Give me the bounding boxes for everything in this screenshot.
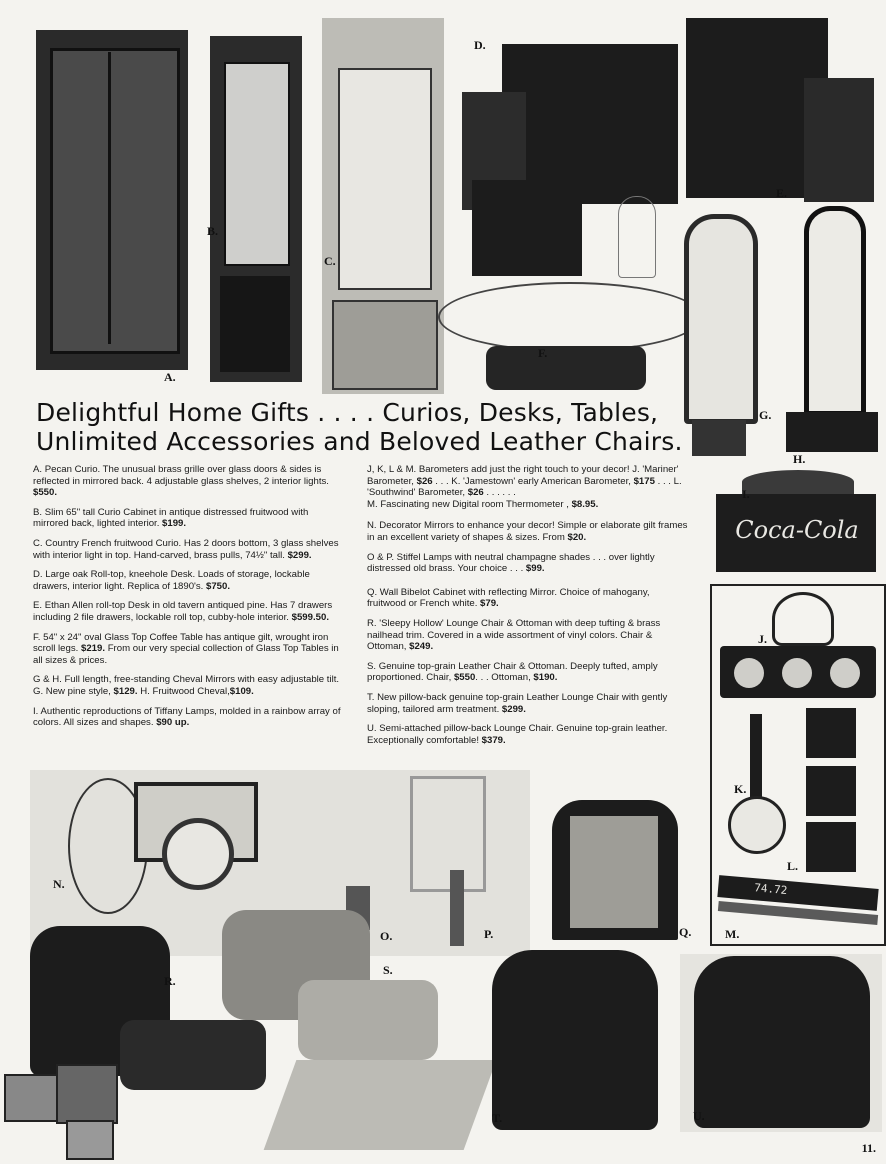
photo-curio-c — [322, 18, 444, 394]
label-p: P. — [484, 927, 494, 941]
item-f: F. 54" x 24" oval Glass Top Coffee Table has antique gilt, wrought iron scroll legs. $219. From our very special collection of Glass Top Tables in all sizes & prices. — [33, 631, 339, 666]
label-t: T. — [492, 1111, 503, 1125]
barometer-panel — [710, 584, 886, 946]
photo-coffee-table-f — [438, 196, 700, 406]
photo-gift-boxes — [4, 1064, 120, 1158]
label-o: O. — [380, 929, 393, 943]
item-c: C. Country French fruitwood Curio. Has 2 doors bottom, 3 glass shelves with interior light in top. Hand-carved, brass pulls, 74½" tall. $299. — [33, 537, 339, 561]
page-number: 11. — [861, 1141, 876, 1155]
label-j: J. — [758, 632, 767, 646]
item-barometers: J, K, L & M. Barometers add just the right touch to your decor! J. 'Mariner' Barometer, $26 . . . K. 'Jamestown' early American Barometer, $175 . . . L. 'Southwind' Barometer, $26 . . . . . . M. Fascinating new Digital room Thermometer , $8.95. — [367, 464, 682, 510]
photo-cheval-mirror-h — [782, 206, 882, 456]
label-n: N. — [53, 877, 65, 891]
photo-barometer-j — [720, 646, 876, 698]
coca-cola-sign: Coca-Cola — [735, 516, 859, 544]
item-t: T. New pillow-back genuine top-grain Leather Lounge Chair with gently sloping, tailored arm treatment. $299. — [367, 691, 668, 715]
label-e: E. — [776, 186, 788, 200]
item-n: N. Decorator Mirrors to enhance your decor! Simple or elaborate gilt frames in an excellent variety of shapes & sizes. From $20. — [367, 520, 688, 543]
item-s: S. Genuine top-grain Leather Chair & Ottoman. Deeply tufted, amply proportioned. Chair, $550. . . Ottoman, $190. — [367, 660, 658, 684]
label-i: I. — [742, 487, 750, 501]
item-a: A. Pecan Curio. The unusual brass grille over glass doors & sides is reflected in mirrored back. 4 adjustable glass shelves, 2 interior lights. $550. — [33, 464, 329, 499]
photo-leather-chair-s — [222, 880, 442, 1080]
label-s: S. — [383, 963, 393, 977]
photo-wall-cabinet-q — [548, 782, 682, 944]
label-l: L. — [787, 859, 799, 873]
thermometer-readout: 74.72 — [753, 881, 788, 898]
label-u: U. — [693, 1109, 705, 1123]
label-c: C. — [324, 254, 336, 268]
item-q: Q. Wall Bibelot Cabinet with reflecting Mirror. Choice of mahogany, fruitwood or French white. $79. — [367, 586, 650, 610]
label-a: A. — [164, 370, 176, 384]
label-h: H. — [793, 452, 806, 466]
photo-rolltop-desk-e — [686, 18, 882, 206]
label-m: M. — [725, 927, 740, 941]
label-q: Q. — [679, 925, 692, 939]
right-column — [367, 464, 689, 754]
photo-curio-a — [36, 30, 188, 370]
photo-curio-b — [210, 36, 302, 382]
left-column — [33, 464, 345, 737]
label-d: D. — [474, 38, 486, 52]
item-d: D. Large oak Roll-top, kneehole Desk. Loads of storage, lockable drawers, interior light. Replica of 1890's. $750. — [33, 569, 310, 592]
label-r: R. — [164, 974, 176, 988]
label-g: G. — [759, 408, 772, 422]
photo-barometer-l — [802, 708, 862, 872]
item-r: R. 'Sleepy Hollow' Lounge Chair & Ottoman with deep tufting & brass nailhead trim. Covered in a wide assortment of vinyl colors. Chair & Ottoman, $249. — [367, 617, 661, 653]
photo-rug — [264, 1060, 497, 1150]
label-b: B. — [207, 224, 219, 238]
item-o-p: O & P. Stiffel Lamps with neutral champagne shades . . . over lightly distressed old brass. Your choice . . . $99. — [367, 551, 655, 575]
photo-tiffany-lamp-i — [716, 470, 878, 576]
label-f: F. — [538, 346, 548, 360]
headline — [36, 398, 756, 456]
item-b: B. Slim 65" tall Curio Cabinet in antique distressed fruitwood with mirrored back, lighted interior. $199. — [33, 506, 309, 530]
label-k: K. — [734, 782, 747, 796]
headline-line-1: Delightful Home Gifts . . . . Curios, Desks, Tables, — [36, 398, 659, 427]
headline-line-2: Unlimited Accessories and Beloved Leather Chairs. — [36, 427, 683, 456]
item-g-h: G & H. Full length, free-standing Cheval Mirrors with easy adjustable tilt. G. New pine style, $129. H. Fruitwood Cheval,$109. — [33, 674, 340, 697]
item-e: E. Ethan Allen roll-top Desk in old tavern antiqued pine. Has 7 drawers including 2 file drawers, lockable roll top, cubby-hole interior. $599.50. — [33, 600, 333, 623]
item-u: U. Semi-attached pillow-back Lounge Chair. Genuine top-grain leather. Exceptionally comfortable! $379. — [367, 723, 668, 746]
photo-leather-chair-t — [486, 950, 664, 1136]
item-i: I. Authentic reproductions of Tiffany Lamps, molded in a rainbow array of colors. All sizes and shapes. $90 up. — [33, 705, 341, 729]
photo-leather-chair-u — [680, 954, 882, 1132]
